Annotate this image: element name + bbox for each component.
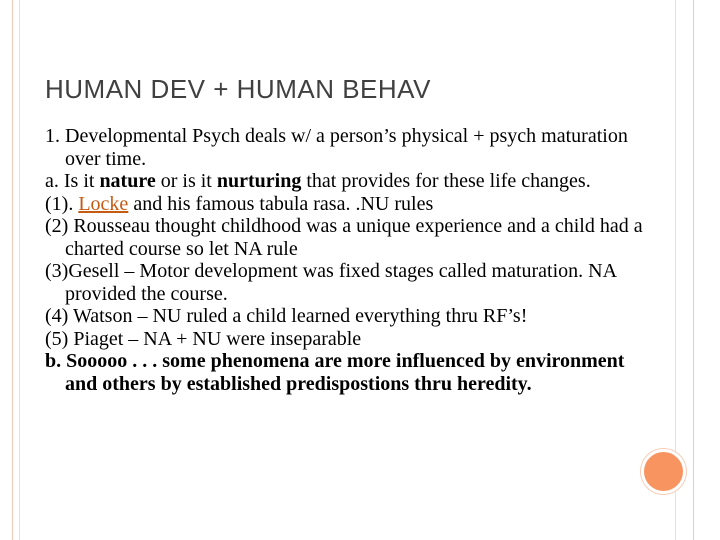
line-1: 1. Developmental Psych deals w/ a person’s physical + psych maturation over time. [45,125,628,170]
accent-dot [641,449,686,494]
line-3-text-a: (1). [45,192,79,215]
nature-term: nature [99,170,156,192]
locke-link[interactable]: Locke [78,192,129,215]
nurturing-term: nurturing [216,170,302,192]
slide-title: HUMAN DEV + HUMAN BEHAV [45,74,431,104]
line-2-text-e: that provides for these life changes. [301,170,591,192]
line-2-text-c: or is it [155,170,217,192]
line-6: (4) Watson – NU ruled a child learned everything thru RF’s! [45,305,528,327]
line-3 [45,193,645,216]
line-3-text-b: and his famous tabula rasa. .NU rules [128,192,434,215]
line-2-text-a: a. Is it [45,170,100,192]
line-5: (3)Gesell – Motor development was fixed stages called maturation. NA provided the course. [45,260,616,305]
line-8: b. Sooooo . . . some phenomena are more influenced by environment and others by established predispostions thru heredity. [45,350,625,395]
line-7: (5) Piaget – NA + NU were inseparable [45,327,362,350]
line-2 [45,170,645,193]
slide-body [45,125,645,395]
line-4: (2) Rousseau thought childhood was a unique experience and a child had a charted course so let NA rule [45,215,643,260]
